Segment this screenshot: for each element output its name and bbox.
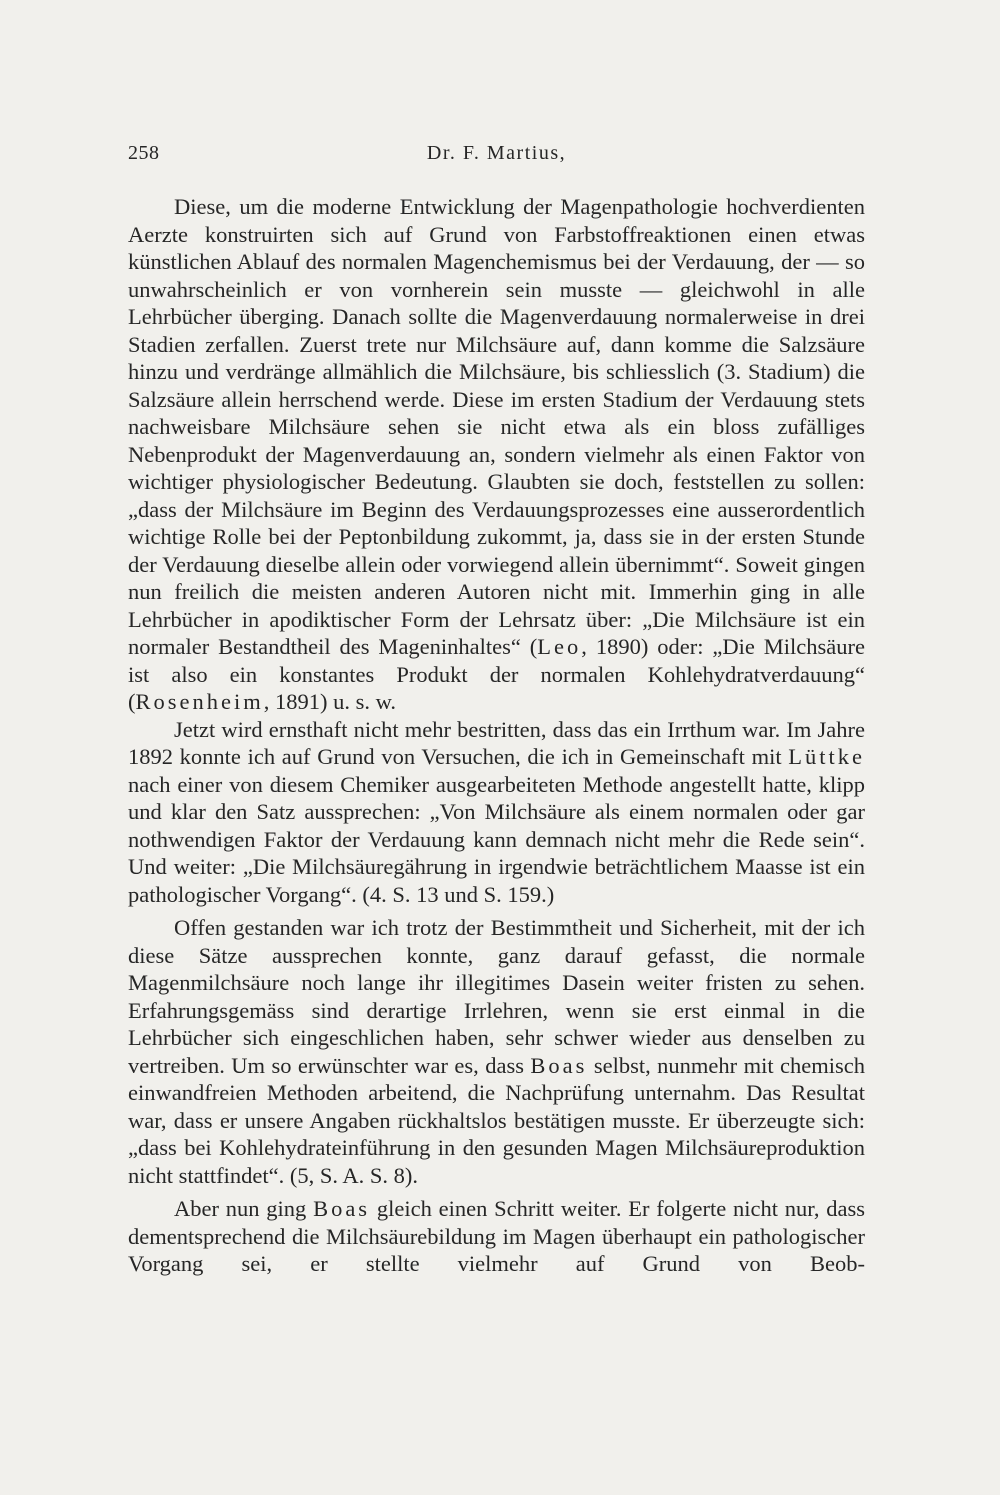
text-run: gleich einen Schritt weiter. Er folgerte nicht nur, dass dementsprechend die Milchsäurebildung im Magen überhaupt ein pathologischer Vorgang sei, er stellte vielmehr auf Grund von Beob- <box>128 1196 865 1276</box>
author-name: Boas <box>530 1052 588 1078</box>
text-run: Diese, um die moderne Entwicklung der Magenpathologie hochverdienten Aerzte konstruirten sich auf Grund von Farbstoffreaktionen einen etwas künstlichen Ablauf des normalen Magenchemismus bei der Verdauung, der — so unwahrscheinlich er von vornherein sein musste — gleichwohl in alle Lehrbücher überging. Danach sollte die Magenverdauung normalerweise in drei Stadien zerfallen. Zuerst trete nur Milchsäure auf, dann komme die Salzsäure hinzu und verdränge allmählich die Milchsäure, bis schliesslich (3. Stadium) die Salzsäure allein herrschend werde. Diese im ersten Stadium der Verdauung stets nachweisbare Milchsäure sehen sie nicht etwa als ein bloss zufälliges Nebenprodukt der Magenverdauung an, sondern vielmehr als einen Faktor von wichtiger physiologischer Bedeutung. Glaubten sie doch, feststellen zu sollen: „dass der Milchsäure im Beginn des Verdauungsprozesses eine ausserordentlich wichtige Rolle bei der Peptonbildung zukommt, ja, dass sie in der ersten Stunde der Verdauung dieselbe allein oder vorwiegend allein übernimmt“. Soweit gingen nun freilich die meisten anderen Autoren nicht mit. Immerhin ging in alle Lehrbücher in apodiktischer Form der Lehrsatz über: „Die Milchsäure ist ein normaler Bestandtheil des Mageninhaltes“ ( <box>128 194 865 659</box>
page-header <box>128 142 865 172</box>
running-head: Dr. F. Martius, <box>426 142 567 164</box>
author-name: Boas <box>313 1196 371 1221</box>
text-run: selbst, nunmehr mit chemisch einwandfreien Methoden arbeitend, die Nachprüfung unternahm. Das Resultat war, dass er unsere Angaben rückhaltslos bestätigen musste. Er überzeugte sich: „dass bei Kohlehydrateinführung in den gesunden Magen Milchsäureproduktion nicht stattfindet“. (5, S. A. S. 8). <box>128 1052 865 1188</box>
page-number: 258 <box>128 142 160 164</box>
paragraph <box>128 716 865 909</box>
author-name: Lüttke <box>788 744 865 769</box>
text-run: , 1890) oder: „Die Milchsäure ist also ein konstantes Produkt der normalen Kohlehydratverdauung“ ( <box>128 634 865 714</box>
text-run: Offen gestanden war ich trotz der Bestimmtheit und Sicherheit, mit der ich diese Sätze aussprechen konnte, ganz darauf gefasst, die normale Magenmilchsäure noch lange ihr illegitimes Dasein weiter fristen zu sehen. Erfahrungsgemäss sind derartige Irrlehren, wenn sie erst einmal in die Lehrbücher sich eingeschlichen haben, sehr schwer wieder aus denselben zu vertreiben. Um so erwünschter war es, dass <box>128 915 865 1078</box>
text-run: Aber nun ging <box>174 1196 314 1221</box>
author-name: Leo <box>537 634 582 659</box>
text-run: Jetzt wird ernsthaft nicht mehr bestritten, dass das ein Irrthum war. Im Jahre 1892 konnte ich auf Grund von Versuchen, die ich in Gemeinschaft mit <box>128 716 865 769</box>
text-run: nach einer von diesem Chemiker ausgearbeiteten Methode angestellt hatte, klipp und klar den Satz aussprechen: „Von Milchsäure als einem normalen oder gar nothwendigen Faktor der Verdauung kann demnach nicht mehr die Rede sein“. Und weiter: „Die Milchsäuregährung in irgendwie beträchtlichem Maasse ist ein pathologischer Vorgang“. (4. S. 13 und S. 159.) <box>128 771 865 907</box>
text-run: , 1891) u. s. w. <box>263 689 397 714</box>
body-text <box>128 193 865 1278</box>
author-name: Rosenheim <box>135 689 264 714</box>
paragraph <box>128 914 865 1189</box>
paragraph <box>128 193 865 716</box>
paragraph <box>128 1195 865 1278</box>
